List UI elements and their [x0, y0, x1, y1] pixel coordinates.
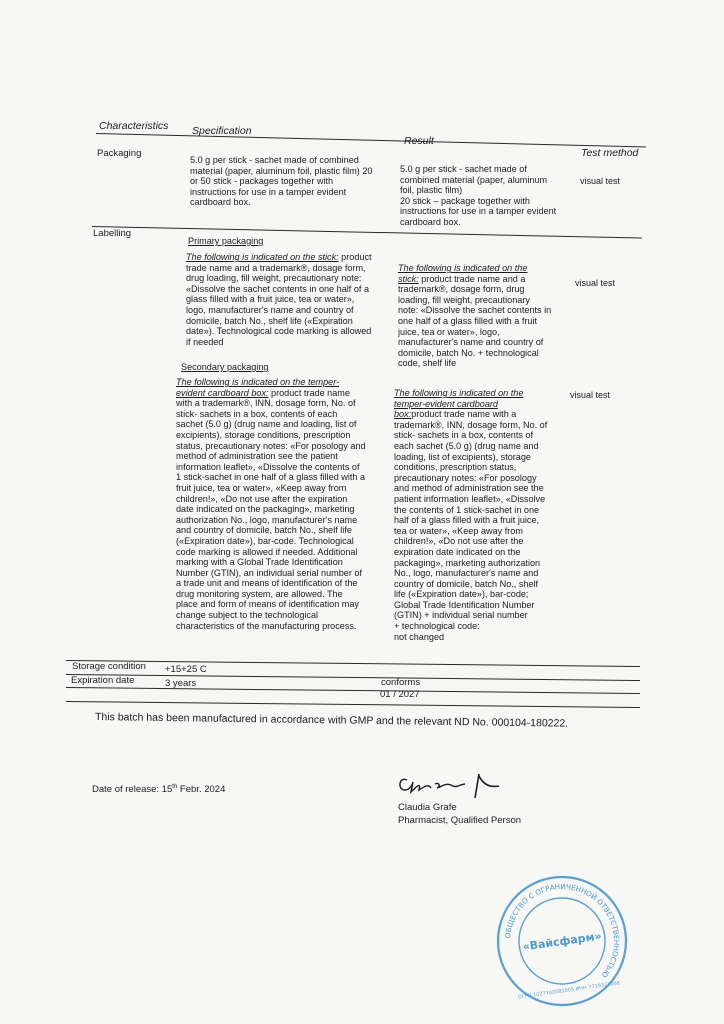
storage-result: conforms [381, 677, 421, 688]
row-label-storage: Storage condition [72, 661, 146, 672]
signatory-role: Pharmacist, Qualified Person [398, 815, 522, 826]
storage-bottom-rule [66, 674, 640, 681]
row-label-packaging: Packaging [97, 148, 142, 159]
header-test-method: Test method [581, 147, 639, 159]
company-stamp-image [493, 872, 631, 1010]
secondary-result: The following is indicated on the temper-evident cardboard box:product trade name with a trademark®, INN, dosage form, No. of stick- sachets in a box, contents of each sachet (5.0 g) (drug name and loading, list of excipients), storage conditions, prescription status, precautionary notes: «For posology and method of administration see the patient information leaflet», «Dissolve the contents of 1 stick-sachet in one half of a glass filled with a fruit juice, tea or water», «Keep away from children!», «Do not use after the expiration date indicated on the packaging», marketing authorization No., logo, manufacturer's name and country of domicile, batch No., shelf life («Expiration date»), bar-code; Global Trade Identification Number (GTIN) + individual serial number + technological code: not changed [394, 388, 548, 642]
packaging-rule [92, 226, 642, 239]
release-date: Date of release: 15th Febr. 2024 [92, 784, 226, 796]
gmp-statement: This batch has been manufactured in accordance with GMP and the relevant ND No. 000104-180222. [94, 711, 569, 730]
primary-method: visual test [575, 278, 616, 288]
storage-top-rule [66, 660, 640, 667]
primary-spec: The following is indicated on the stick: product trade name and a trademark®, dosage form, drug loading, fill weight, precautionary note: «Dissolve the sachet contents in one half of a glass filled with a fruit juice, tea or water», logo, manufacturer's name and country of domicile, batch No., shelf life («Expiration date»). Technological code marking is allowed if needed [186, 252, 372, 347]
primary-packaging-heading: Primary packaging [188, 236, 264, 246]
expiration-result: 01 / 2027 [380, 689, 420, 700]
row-label-expiration: Expiration date [71, 675, 135, 686]
storage-spec: +15+25 C [165, 664, 207, 675]
header-specification: Specification [192, 125, 252, 137]
expiration-bottom-rule [66, 701, 640, 708]
expiration-spec: 3 years [165, 678, 197, 689]
primary-result: The following is indicated on the stick: product trade name and a trademark®, dosage form, drug loading, fill weight, precautionary note: «Dissolve the sachet contents in one half of a glass filled with a fruit juice, tea or water», logo, manufacturer's name and country of domicile, batch No. + technological code, shelf life [398, 263, 552, 369]
signatory-name: Claudia Grafe [398, 802, 457, 813]
packaging-method: visual test [580, 176, 621, 186]
svg-text:«Вайсфарм»: «Вайсфарм» [521, 929, 603, 954]
svg-text:ОГРН 1027700085005 ИНН 7719327: ОГРН 1027700085005 ИНН 7719327068 [517, 980, 621, 1001]
header-rule [96, 133, 646, 147]
packaging-spec: 5.0 g per stick - sachet made of combined material (paper, aluminum foil, plastic film) 20 or 50 stick - packages together with instructions for use in a tamper evident cardboard box. [190, 155, 373, 208]
signature-image [395, 768, 525, 804]
secondary-method: visual test [570, 390, 611, 400]
row-label-labelling: Labelling [93, 228, 132, 239]
expiration-mid-rule [66, 687, 640, 694]
svg-text:ОБЩЕСТВО С ОГРАНИЧЕННОЙ ОТВЕТС: ОБЩЕСТВО С ОГРАНИЧЕННОЙ ОТВЕТСТВЕННОСТЬЮ [503, 881, 622, 980]
packaging-result: 5.0 g per stick - sachet made of combined material (paper, aluminum foil, plastic film) 20 stick – package together with instructions for use in a tamper evident cardboard box. [400, 164, 557, 227]
header-result: Result [404, 135, 434, 147]
secondary-packaging-heading: Secondary packaging [181, 362, 269, 372]
header-characteristics: Characteristics [99, 120, 169, 132]
secondary-spec: The following is indicated on the temper- evident cardboard box: product trade name with a trademark®, INN, dosage form, No. of stick- sachets in a box, contents of each sachet (5.0 g) (drug name and loading, list of excipients), storage conditions, prescription status, precautionary notes: «For posology and method of administration see the patient information leaflet», «Dissolve the contents of 1 stick-sachet in one half of a glass filled with a fruit juice, tea or water», «Keep away from children!», «Do not use after the expiration date indicated on the packaging», marketing authorization No., logo, manufacturer's name and country of domicile, batch No., shelf life («Expiration date»), bar-code. Technological code marking is allowed if needed. Additional marking with a Global Trade Identification Number (GTIN), an individual serial number of a trade unit and means of identification of the drug monitoring system, are allowed. The place and form of means of identification may change subject to the technological characteristics of the manufacturing process. [176, 377, 366, 631]
